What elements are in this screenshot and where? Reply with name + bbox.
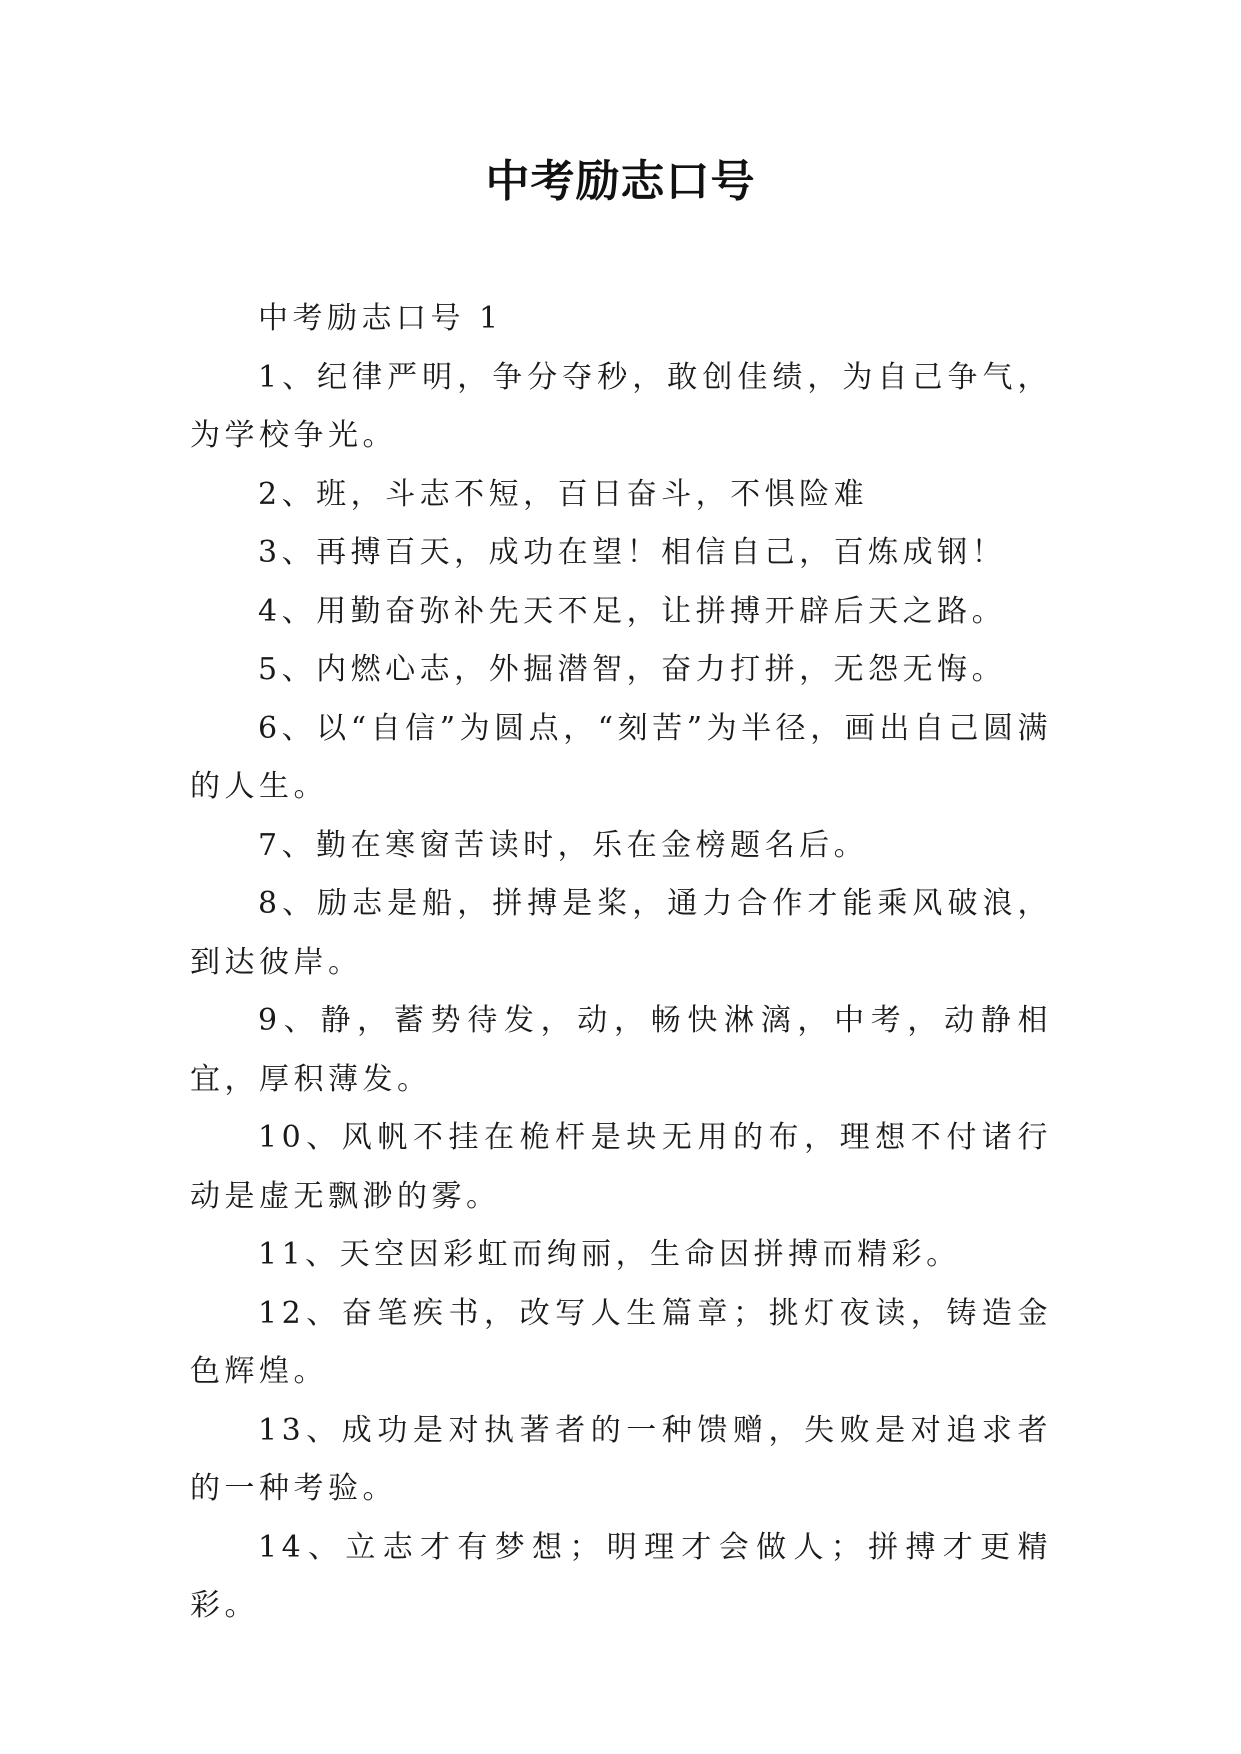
slogan-item-6: 6、以“自信”为圆点，“刻苦”为半径，画出自己圆满的人生。: [190, 710, 1052, 804]
slogan-item-4: 4、用勤奋弥补先天不足，让拼搏开辟后天之路。: [258, 593, 1007, 629]
slogan-item-5: 5、内燃心志，外掘潜智，奋力打拼，无怨无悔。: [258, 652, 1007, 687]
document-body: [190, 290, 1052, 1636]
document-title: 中考励志口号: [485, 156, 756, 207]
slogan-item-13: 13、成功是对执著者的一种馈赠，失败是对追求者的一种考验。: [190, 1412, 1052, 1506]
slogan-item-1: 1、纪律严明，争分夺秒，敢创佳绩，为自己争气，为学校争光。: [190, 359, 1052, 453]
slogan-item-2: 2、班，斗志不短，百日奋斗，不惧险难: [258, 476, 869, 512]
slogan-item-10: 10、风帆不挂在桅杆是块无用的布，理想不付诸行动是虚无飘渺的雾。: [190, 1120, 1052, 1214]
slogan-item-11: 11、天空因彩虹而绚丽，生命因拼搏而精彩。: [258, 1237, 961, 1272]
slogan-item-14: 14、立志才有梦想；明理才会做人；拼搏才更精彩。: [190, 1529, 1052, 1623]
section-heading: 中考励志口号 1: [258, 301, 503, 336]
slogan-item-8: 8、励志是船，拼搏是桨，通力合作才能乘风破浪，到达彼岸。: [190, 886, 1052, 980]
slogan-item-12: 12、奋笔疾书，改写人生篇章；挑灯夜读，铸造金色辉煌。: [190, 1295, 1052, 1389]
slogan-item-3: 3、再搏百天，成功在望！相信自己，百炼成钢！: [258, 535, 1007, 570]
slogan-item-7: 7、勤在寒窗苦读时，乐在金榜题名后。: [258, 827, 869, 863]
slogan-item-9: 9、静，蓄势待发，动，畅快淋漓，中考，动静相宜，厚积薄发。: [190, 1003, 1052, 1097]
